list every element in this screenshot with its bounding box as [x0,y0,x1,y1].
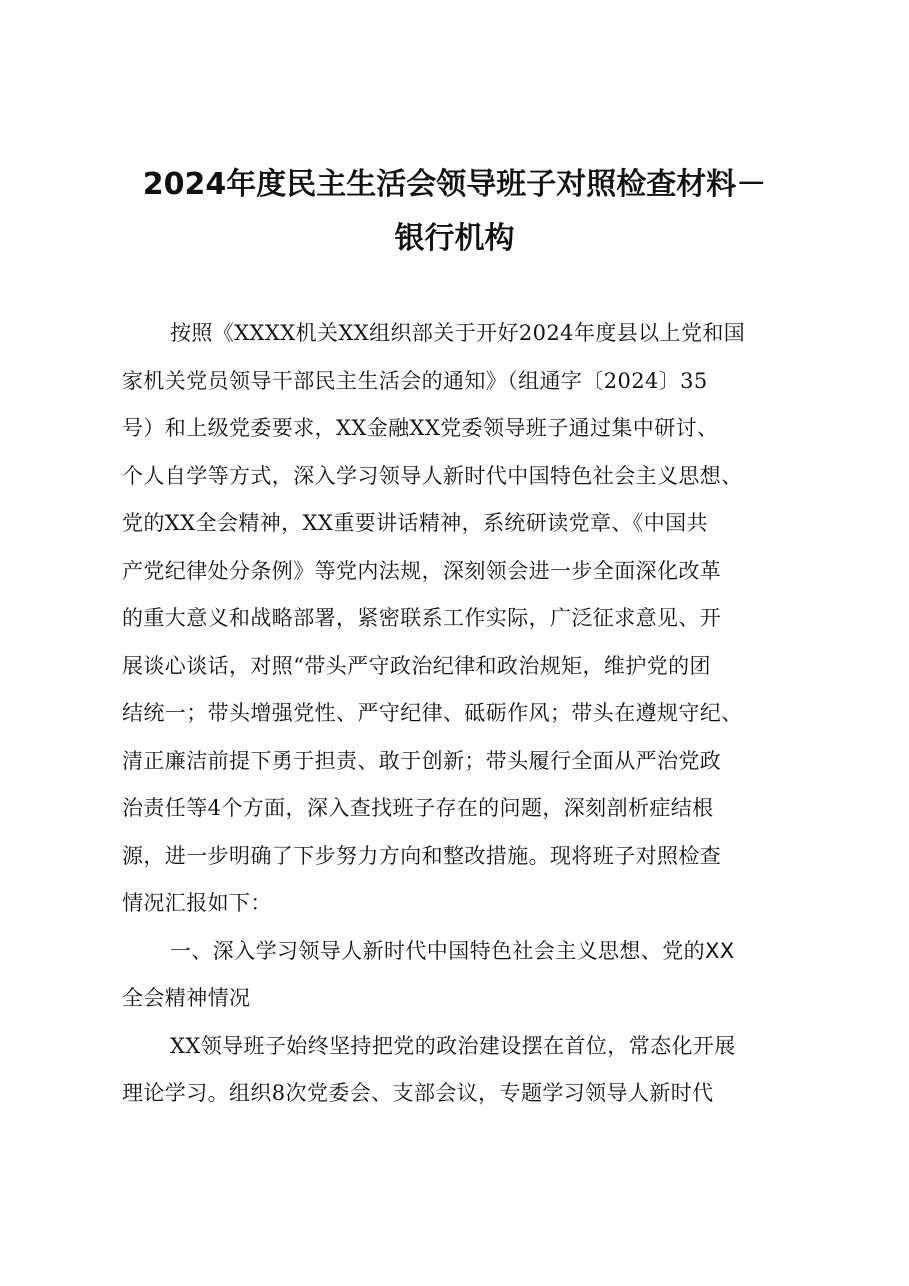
document-title [100,158,809,266]
text-line: 治责任等4个方面，深入查找班子存在的问题，深刻剖析症结根 [122,796,714,820]
text-line: 源，进一步明确了下步努力方向和整改措施。现将班子对照检查 [122,843,722,868]
text-line: 家机关党员领导干部民主生活会的通知》（组通字〔2024〕35 [122,368,708,393]
text-line: 结统一；带头增强党性、严守纪律、砥砺作风；带头在遵规守纪、 [122,701,743,725]
paragraph-intro [122,310,798,928]
section-heading-1 [122,928,798,1023]
text-line: XX领导班子始终坚持把党的政治建设摆在首位，常态化开展 [170,1033,736,1058]
paragraph-section-1 [122,1023,798,1118]
title-line: 银行机构 [394,221,515,256]
text-line: 的重大意义和战略部署，紧密联系工作实际，广泛征求意见、开 [122,606,722,630]
text-line: 个人自学等方式，深入学习领导人新时代中国特色社会主义思想、 [122,463,743,488]
text-line: 党的XX全会精神，XX重要讲话精神，系统研读党章、《中国共 [122,511,708,535]
heading-line: 一、深入学习领导人新时代中国特色社会主义思想、党的XX [170,938,735,963]
document-body [122,310,798,1118]
text-line: 清正廉洁前提下勇于担责、敢于创新；带头履行全面从严治党政 [122,748,722,773]
heading-line: 全会精神情况 [122,986,251,1010]
text-line: 理论学习。组织8次党委会、支部会议，专题学习领导人新时代 [122,1081,714,1105]
text-line: 按照《XXXX机关XX组织部关于开好2024年度县以上党和国 [170,321,746,345]
text-line: 产党纪律处分条例》等党内法规，深刻领会进一步全面深化改革 [122,558,722,583]
title-line: 2024年度民主生活会领导班子对照检查材料－ [142,167,767,202]
text-line: 号）和上级党委要求，XX金融XX党委领导班子通过集中研讨、 [122,416,719,440]
text-line: 情况汇报如下： [122,891,272,915]
text-line: 展谈心谈话，对照“带头严守政治纪律和政治规矩，维护党的团 [122,653,711,678]
